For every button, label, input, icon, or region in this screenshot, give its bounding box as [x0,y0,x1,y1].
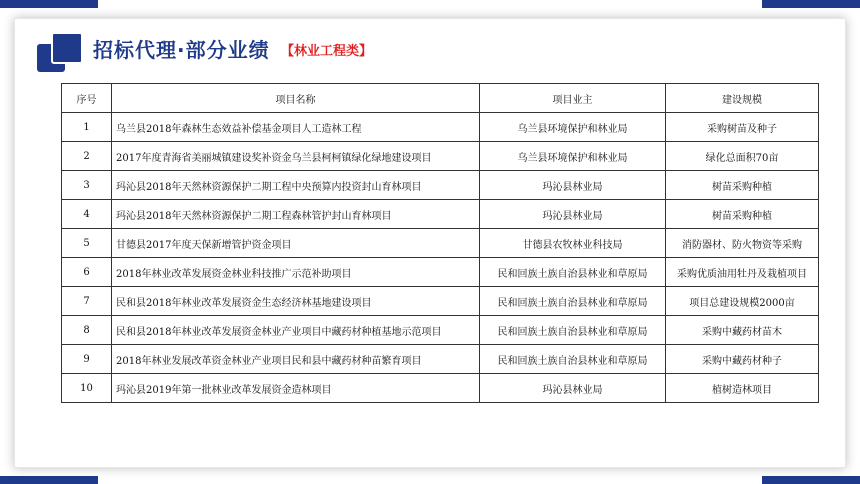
cell-number: 7 [62,287,112,316]
table-row [62,200,819,229]
table-header-row [62,84,819,113]
cell-owner: 民和回族土族自治县林业和草原局 [480,316,666,345]
cell-number: 4 [62,200,112,229]
logo-squares-icon [37,30,81,74]
cell-scale: 绿化总面积70亩 [666,142,819,171]
cell-owner: 民和回族土族自治县林业和草原局 [480,258,666,287]
performance-table [61,83,819,403]
cell-scale: 采购中藏药材种子 [666,345,819,374]
cell-owner: 甘德县农牧林业科技局 [480,229,666,258]
cell-number: 9 [62,345,112,374]
cell-number: 3 [62,171,112,200]
table-row [62,316,819,345]
cell-scale: 采购中藏药材苗木 [666,316,819,345]
col-header-scale: 建设规模 [666,84,819,113]
cell-project-name: 玛沁县2018年天然林资源保护二期工程中央预算内投资封山育林项目 [112,171,480,200]
cell-scale: 项目总建设规模2000亩 [666,287,819,316]
col-header-owner: 项目业主 [480,84,666,113]
cell-number: 2 [62,142,112,171]
cell-scale: 采购优质油用牡丹及栽植项目 [666,258,819,287]
cell-number: 5 [62,229,112,258]
cell-owner: 玛沁县林业局 [480,374,666,403]
corner-decoration-bottom-right [762,476,860,484]
corner-decoration-top-right [762,0,860,8]
col-header-project-name: 项目名称 [112,84,480,113]
table-row [62,142,819,171]
table-row [62,113,819,142]
cell-number: 6 [62,258,112,287]
table-row [62,229,819,258]
cell-project-name: 2018年林业发展改革资金林业产业项目民和县中藏药材种苗繁育项目 [112,345,480,374]
page-subtitle: 【林业工程类】 [281,44,373,59]
cell-scale: 采购树苗及种子 [666,113,819,142]
table-row [62,345,819,374]
table-row [62,258,819,287]
cell-owner: 民和回族土族自治县林业和草原局 [480,287,666,316]
corner-decoration-top-left [0,0,98,8]
cell-number: 1 [62,113,112,142]
cell-number: 10 [62,374,112,403]
corner-decoration-bottom-left [0,476,98,484]
cell-project-name: 甘德县2017年度天保新增管护资金项目 [112,229,480,258]
table-row [62,287,819,316]
cell-owner: 民和回族土族自治县林业和草原局 [480,345,666,374]
cell-project-name: 民和县2018年林业改革发展资金林业产业项目中藏药材种植基地示范项目 [112,316,480,345]
col-header-number: 序号 [62,84,112,113]
cell-scale: 树苗采购种植 [666,200,819,229]
cell-owner: 玛沁县林业局 [480,171,666,200]
cell-project-name: 民和县2018年林业改革发展资金生态经济林基地建设项目 [112,287,480,316]
cell-project-name: 2017年度青海省美丽城镇建设奖补资金乌兰县柯柯镇绿化绿地建设项目 [112,142,480,171]
table-row [62,171,819,200]
cell-project-name: 玛沁县2019年第一批林业改革发展资金造林项目 [112,374,480,403]
cell-number: 8 [62,316,112,345]
cell-owner: 玛沁县林业局 [480,200,666,229]
cell-scale: 植树造林项目 [666,374,819,403]
cell-owner: 乌兰县环境保护和林业局 [480,113,666,142]
cell-scale: 树苗采购种植 [666,171,819,200]
cell-project-name: 乌兰县2018年森林生态效益补偿基金项目人工造林工程 [112,113,480,142]
cell-scale: 消防器材、防火物资等采购 [666,229,819,258]
page-title: 招标代理·部分业绩 [93,38,270,62]
cell-owner: 乌兰县环境保护和林业局 [480,142,666,171]
cell-project-name: 2018年林业改革发展资金林业科技推广示范补助项目 [112,258,480,287]
table-row [62,374,819,403]
cell-project-name: 玛沁县2018年天然林资源保护二期工程森林管护封山育林项目 [112,200,480,229]
